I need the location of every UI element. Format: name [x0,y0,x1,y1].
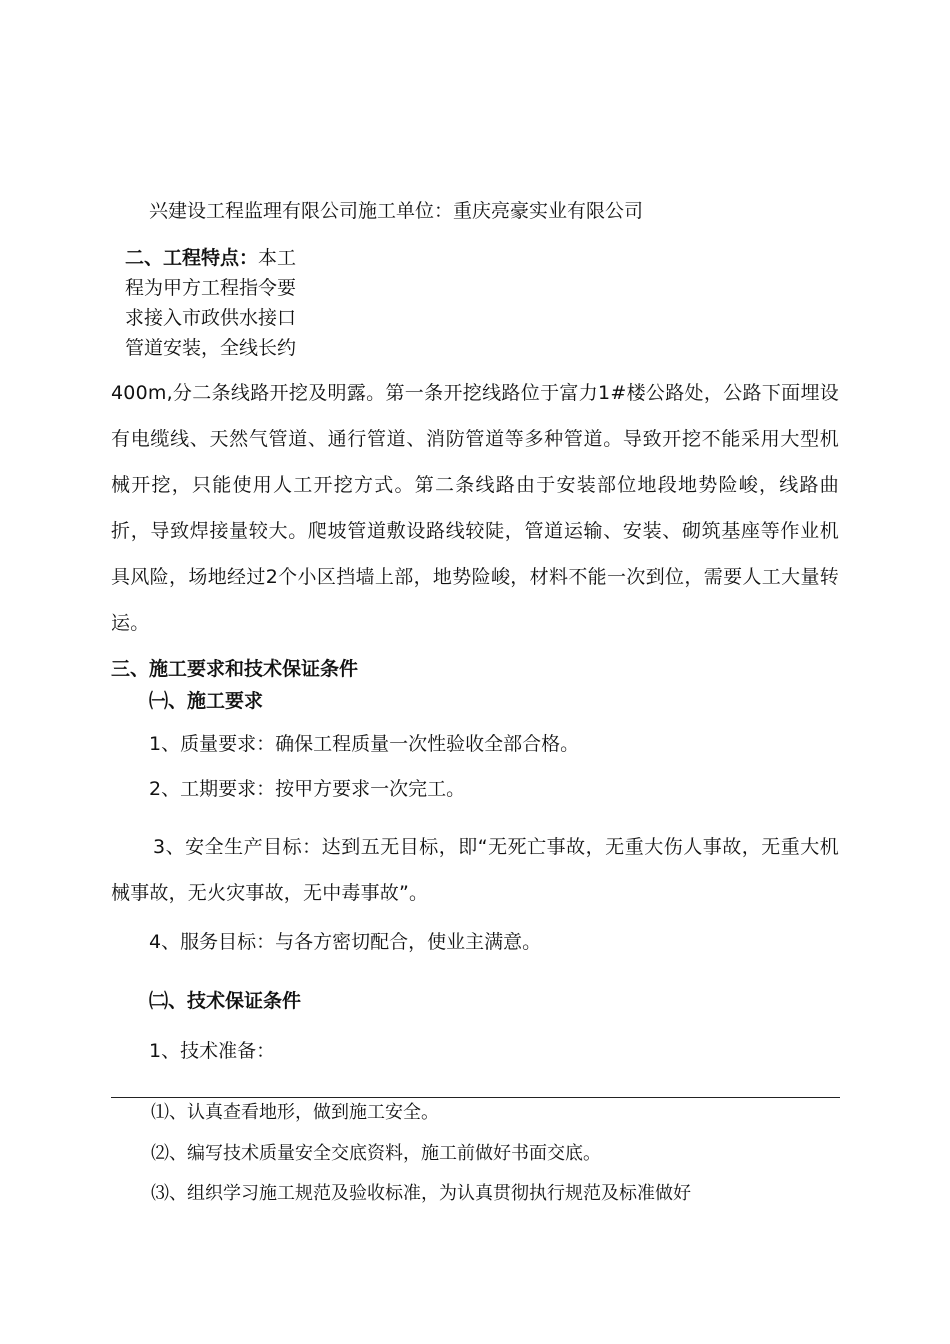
section3-heading: 三、施工要求和技术保证条件 [111,658,359,680]
section2-first-line [125,245,296,271]
requirement-safety: 3、安全生产目标：达到五无目标，即“无死亡事故，无重大伤人事故，无重大机械事故，无火灾事故，无中毒事故”。 [111,836,839,904]
section2-heading: 二、工程特点： [125,247,259,269]
tech-prep-heading: 1、技术准备： [149,1040,276,1062]
section2-line-1: 程为甲方工程指令要 [125,277,297,299]
divider-rule [111,1097,840,1098]
requirement-service: 4、服务目标：与各方密切配合，使业主满意。 [149,931,542,953]
requirement-quality: 1、质量要求：确保工程质量一次性验收全部合格。 [149,733,580,755]
section3-sub2-heading: ㈡、技术保证条件 [149,990,302,1012]
tech-prep-item-3: ⑶、组织学习施工规范及验收标准，为认真贯彻执行规范及标准做好 [151,1183,691,1204]
header-line: 兴建设工程监理有限公司施工单位：重庆亮豪实业有限公司 [149,200,644,222]
section3-sub1-heading: ㈠、施工要求 [149,690,264,712]
section2-line-3: 管道安装，全线长约 [125,337,297,359]
tech-prep-item-2: ⑵、编写技术质量安全交底资料，施工前做好书面交底。 [151,1143,601,1164]
section2-line-0: 本工 [258,247,297,269]
section2-line-2: 求接入市政供水接口 [125,307,297,329]
requirement-schedule: 2、工期要求：按甲方要求一次完工。 [149,778,466,800]
section2-paragraph: 400m,分二条线路开挖及明露。第一条开挖线路位于富力1#楼公路处，公路下面埋设有电缆线、天然气管道、通行管道、消防管道等多种管道。导致开挖不能采用大型机械开挖，只能使用人工开挖方式。第二条线路由于安装部位地段地势险峻，线路曲折，导致焊接量较大。爬坡管道敷设路线较陡，管道运输、安装、砌筑基座等作业机具风险，场地经过2个小区挡墙上部，地势险峻，材料不能一次到位，需要人工大量转运。 [111,382,839,634]
tech-prep-item-1: ⑴、认真查看地形，做到施工安全。 [151,1102,439,1123]
